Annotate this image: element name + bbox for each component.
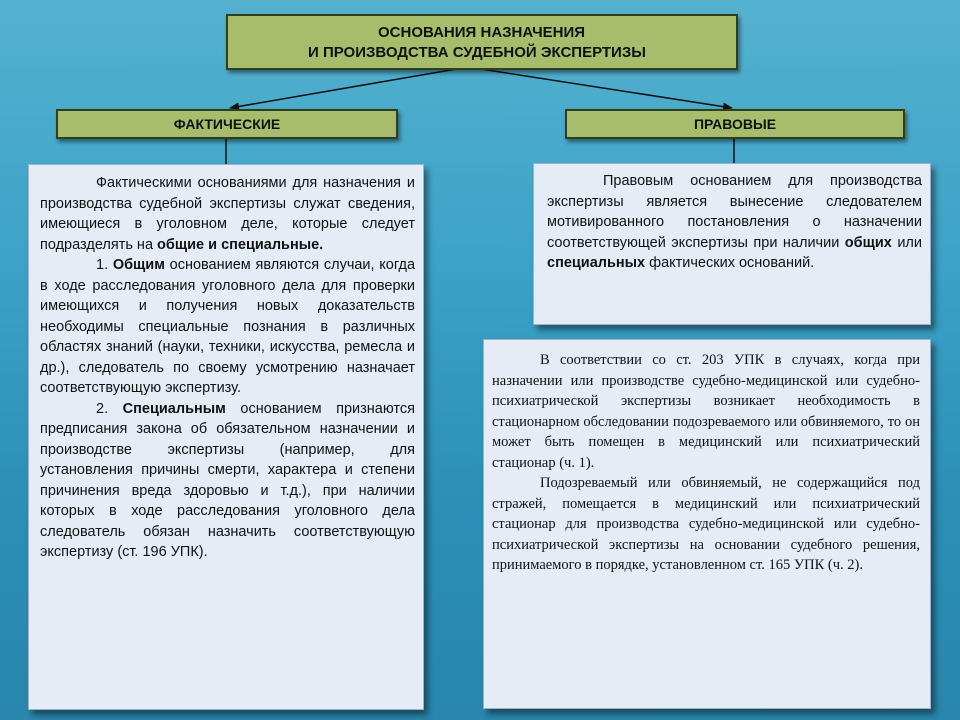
factual-paragraph-special: 2. Специальным основанием признаются предписания закона об обязательном назначении и производстве экспертизы (например, для установления причины смерти, характера и степени причинения вреда здоровью и т.д.), при наличии которых в ходе расследования уголовного дела следователь обязан назначить соответствующую экспертизу (ст. 196 УПК). (40, 400, 416, 560)
title-line-1: ОСНОВАНИЯ НАЗНАЧЕНИЯ (378, 24, 586, 41)
reference-paragraph-1: В соответствии со ст. 203 УПК в случаях, когда при назначении или производстве судебно-медицинской или судебно-психиатрической экспертизы возникает необходимость в стационарном обследовании подозреваемого или обвиняемого, то он может быть помещен в медицинский или психиатрический стационар (ч. 1). (492, 352, 920, 471)
title-line-2: И ПРОИЗВОДСТВА СУДЕБНОЙ ЭКСПЕРТИЗЫ (308, 44, 646, 61)
title-box (226, 14, 738, 70)
arrow-to-legal (468, 67, 732, 108)
legal-paragraph: Правовым основанием для производства экспертизы является вынесение следователем мотивированного постановления о назначении соответствующей экспертизы при наличии общих или специальных фактических оснований. (547, 173, 922, 271)
factual-paragraph-general: 1. Общим основанием являются случаи, когда в ходе расследования уголовного дела для проверки имеющихся и получения новых доказательств необходимы специальные познания в различных областях знаний (науки, техники, искусства, ремесла и др.), следователь по своему усмотрению назначает соответствующую экспертизу. (40, 257, 416, 396)
legal-header: ПРАВОВЫЕ (565, 109, 905, 139)
factual-paragraph-1: Фактическими основаниями для назначения и производства судебной экспертизы служат сведения, имеющиеся в уголовном деле, которые следует подразделять на общие и специальные. (40, 175, 415, 253)
factual-header: ФАКТИЧЕСКИЕ (56, 109, 398, 139)
arrow-to-factual (230, 67, 468, 108)
reference-panel (483, 339, 931, 709)
legal-panel (533, 163, 931, 325)
factual-panel (28, 164, 424, 710)
reference-paragraph-2: Подозреваемый или обвиняемый, не содержащийся под стражей, помещается в медицинский или психиатрический стационар для производства судебно-медицинской или судебно-психиатрической экспертизы на основании судебного решения, принимаемого в порядке, установленном ст. 165 УПК (ч. 2). (492, 475, 920, 573)
